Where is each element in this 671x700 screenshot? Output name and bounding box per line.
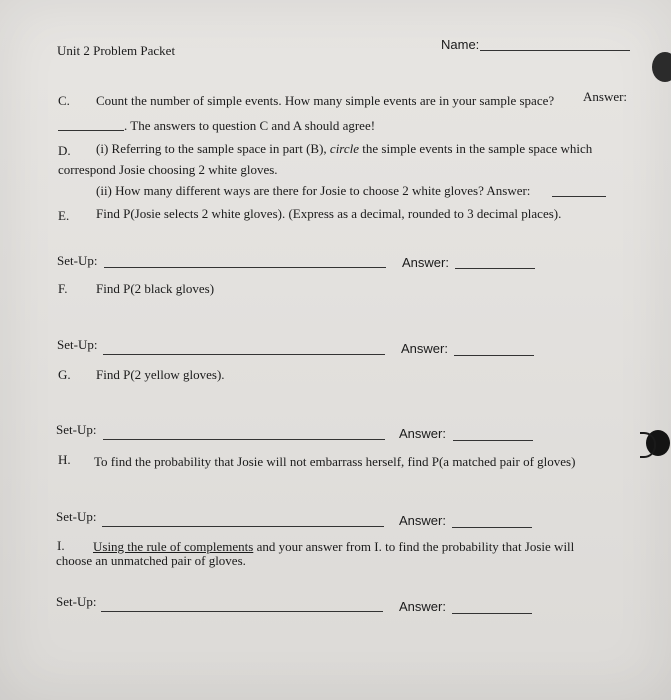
question-c-letter: C.	[58, 93, 70, 108]
question-d-part-ii: (ii) How many different ways are there for Josie to choose 2 white gloves? Answer:	[96, 183, 531, 198]
question-f-setup-field[interactable]	[103, 354, 385, 355]
question-f-answer-field[interactable]	[454, 355, 534, 356]
question-h-setup-field[interactable]	[102, 526, 384, 527]
question-d-part-i-a: (i) Referring to the sample space in part (B),	[96, 141, 327, 156]
question-i-answer-field[interactable]	[452, 613, 532, 614]
question-d-letter: D.	[58, 143, 71, 158]
question-c-answer-field[interactable]	[58, 130, 124, 131]
question-i-setup-label: Set-Up:	[56, 594, 97, 609]
question-e-setup-field[interactable]	[104, 267, 386, 268]
question-c-note: . The answers to question C and A should agree!	[124, 118, 376, 133]
question-e-letter: E.	[58, 208, 70, 223]
question-d-answer-field[interactable]	[552, 196, 606, 197]
question-d-part-i-b: the simple events in the sample space which	[362, 141, 593, 156]
question-e-text: Find P(Josie selects 2 white gloves). (Express as a decimal, rounded to 3 decimal places).	[96, 206, 562, 221]
question-i-answer-label: Answer:	[399, 599, 446, 614]
question-g-setup-label: Set-Up:	[56, 422, 97, 437]
question-f-text: Find P(2 black gloves)	[96, 281, 215, 296]
question-h-letter: H.	[58, 452, 71, 467]
question-c-answer-label: Answer:	[583, 89, 628, 104]
question-e-answer-field[interactable]	[455, 268, 535, 269]
question-g-answer-label: Answer:	[399, 426, 446, 441]
question-d-part-i-line2: correspond Josie choosing 2 white gloves.	[58, 162, 278, 177]
packet-title: Unit 2 Problem Packet	[57, 43, 176, 58]
question-f-answer-label: Answer:	[401, 341, 448, 356]
question-h-text: To find the probability that Josie will not embarrass herself, find P(a matched pair of gloves)	[94, 454, 576, 469]
question-e-answer-label: Answer:	[402, 255, 449, 270]
question-h-answer-label: Answer:	[399, 513, 446, 528]
question-d-circle-word: circle	[329, 141, 360, 156]
question-g-letter: G.	[58, 367, 71, 382]
question-h-answer-field[interactable]	[452, 527, 532, 528]
question-g-text: Find P(2 yellow gloves).	[96, 367, 225, 382]
question-i-text-line1: and your answer from I. to find the probability that Josie will	[256, 539, 575, 554]
question-d-part-i	[96, 141, 592, 157]
question-e-setup-label: Set-Up:	[57, 253, 98, 268]
question-i-underlined: Using the rule of complements	[93, 539, 254, 554]
question-c-text: Count the number of simple events. How many simple events are in your sample space?	[96, 93, 555, 108]
question-i-text-line2: choose an unmatched pair of gloves.	[56, 553, 246, 568]
punch-hole-top	[652, 52, 671, 82]
question-g-answer-field[interactable]	[453, 440, 533, 441]
question-i-setup-field[interactable]	[101, 611, 383, 612]
question-g-setup-field[interactable]	[103, 439, 385, 440]
question-i-letter: I.	[57, 538, 65, 553]
question-f-setup-label: Set-Up:	[57, 337, 98, 352]
question-f-letter: F.	[58, 281, 68, 296]
question-h-setup-label: Set-Up:	[56, 509, 97, 524]
name-label: Name:	[441, 37, 480, 52]
name-field[interactable]	[480, 50, 630, 51]
